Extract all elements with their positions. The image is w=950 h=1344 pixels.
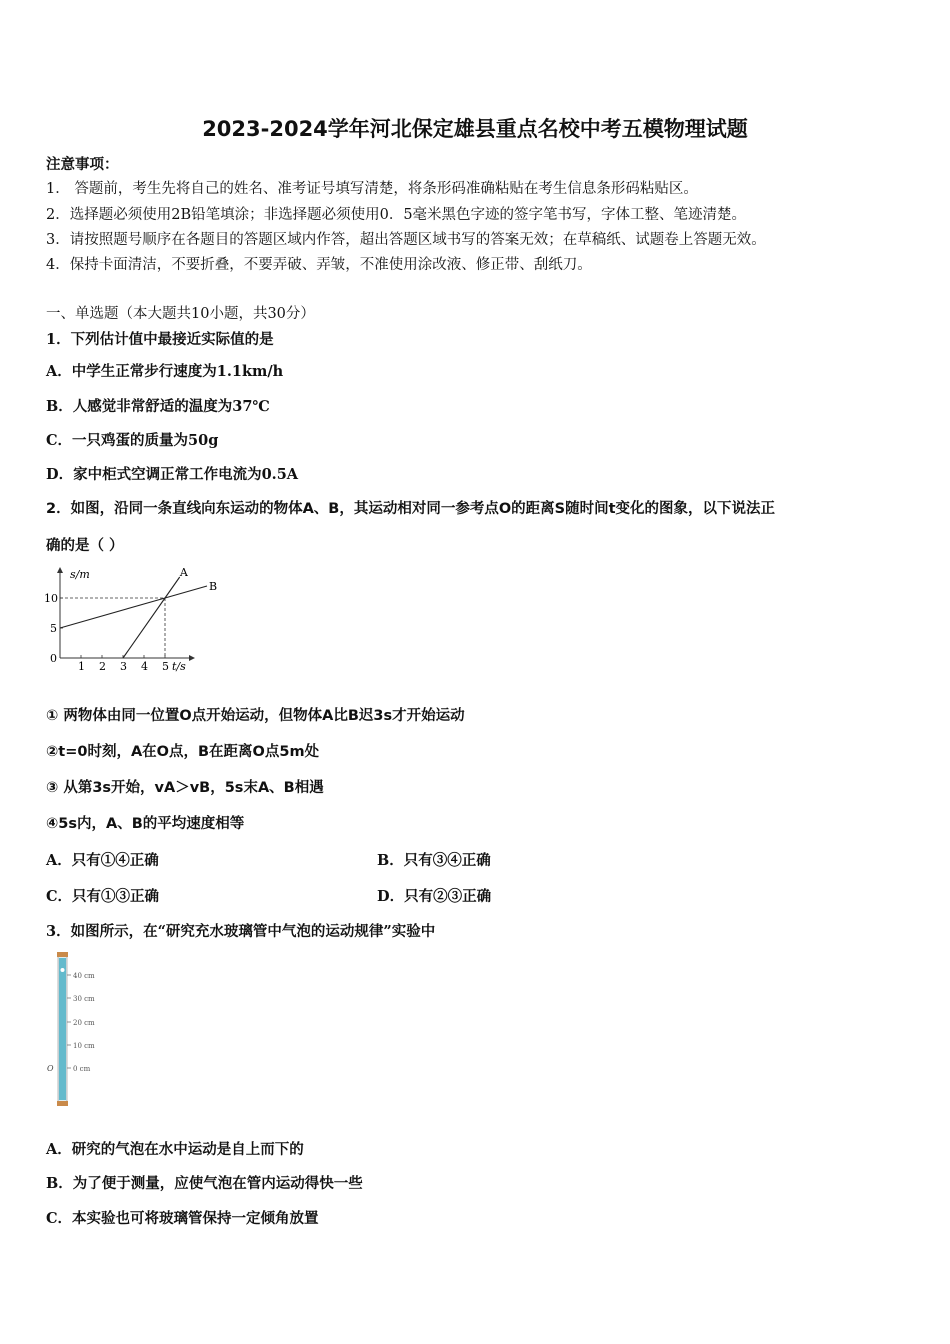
x-tick-label: 4 xyxy=(141,660,148,673)
q3-stem: 3．如图所示，在“研究充水玻璃管中气泡的运动规律”实验中 xyxy=(46,923,436,940)
x-axis-label: t/s xyxy=(172,660,186,673)
glass-tube-figure xyxy=(44,952,124,1112)
q2-statement-2: ②t=0时刻，A在O点，B在距离O点5m处 xyxy=(46,744,320,760)
q2-distance-time-chart xyxy=(44,562,234,677)
series-line-a xyxy=(123,577,180,658)
q2-statement-4: ④5s内，A、B的平均速度相等 xyxy=(46,816,245,832)
q1-option-c: C．一只鸡蛋的质量为50g xyxy=(46,432,219,449)
q2-option-b: B．只有③④正确 xyxy=(377,852,491,869)
tube-cap-bottom xyxy=(57,1101,68,1106)
tube-label-10: 10 cm xyxy=(73,1042,95,1050)
page-title: 2023-2024学年河北保定雄县重点名校中考五模物理试题 xyxy=(202,117,748,141)
x-tick-label: 2 xyxy=(99,660,106,673)
tube-label-20: 20 cm xyxy=(73,1019,95,1027)
series-line-b xyxy=(60,586,207,628)
notice-item: 3．请按照题号顺序在各题目的答题区域内作答，超出答题区域书写的答案无效；在草稿纸、试题卷上答题无效。 xyxy=(46,232,766,248)
q2-statement-3: ③ 从第3s开始，vA＞vB，5s末A、B相遇 xyxy=(46,780,324,796)
y-tick-label: 5 xyxy=(50,622,57,635)
bubble-icon xyxy=(61,968,65,972)
tube-label-40: 40 cm xyxy=(73,972,95,980)
y-tick-label: 10 xyxy=(44,592,58,605)
q1-option-b: B．人感觉非常舒适的温度为37℃ xyxy=(46,398,270,415)
series-label-a: A xyxy=(179,566,188,579)
q2-option-d: D．只有②③正确 xyxy=(377,888,492,905)
tube-label-30: 30 cm xyxy=(73,995,95,1003)
series-label-b: B xyxy=(209,580,218,593)
q3-option-c: C．本实验也可将玻璃管保持一定倾角放置 xyxy=(46,1210,319,1227)
tube-label-0: 0 cm xyxy=(73,1065,91,1073)
origin-label: O xyxy=(47,1064,54,1073)
notice-item: 4．保持卡面清洁，不要折叠，不要弄破、弄皱，不准使用涂改液、修正带、刮纸刀。 xyxy=(46,257,592,273)
q1-option-a: A．中学生正常步行速度为1.1km/h xyxy=(46,363,284,380)
notice-item: 2．选择题必须使用2B铅笔填涂；非选择题必须使用0．5毫米黑色字迹的签字笔书写，字体工整、笔迹清楚。 xyxy=(46,207,747,223)
y-tick-label: 0 xyxy=(50,652,57,665)
q1-stem: 1．下列估计值中最接近实际值的是 xyxy=(46,331,274,348)
q2-option-c: C．只有①③正确 xyxy=(46,888,160,905)
q2-stem-line1: 2．如图，沿同一条直线向东运动的物体A、B，其运动相对同一参考点O的距离S随时间t变化的图象，以下说法正 xyxy=(46,501,776,517)
q2-option-a: A．只有①④正确 xyxy=(46,852,159,869)
x-tick-label: 5 xyxy=(162,660,169,673)
q2-statement-1: ① 两物体由同一位置O点开始运动，但物体A比B迟3s才开始运动 xyxy=(46,708,465,724)
x-tick-label: 1 xyxy=(78,660,85,673)
q3-option-b: B．为了便于测量，应使气泡在管内运动得快一些 xyxy=(46,1175,363,1192)
q1-option-d: D．家中柜式空调正常工作电流为0.5A xyxy=(46,466,299,483)
q3-option-a: A．研究的气泡在水中运动是自上而下的 xyxy=(46,1141,304,1158)
tube-cap-top xyxy=(57,952,68,957)
y-axis-label: s/m xyxy=(70,568,90,581)
section-heading: 一、单选题（本大题共10小题，共30分） xyxy=(46,306,315,322)
notice-heading: 注意事项： xyxy=(46,156,119,173)
water-column xyxy=(59,958,66,1100)
notice-item: 1． 答题前，考生先将自己的姓名、准考证号填写清楚，将条形码准确粘贴在考生信息条形码粘贴区。 xyxy=(46,181,698,197)
q2-stem-line2: 确的是（ ） xyxy=(46,538,124,554)
x-tick-label: 3 xyxy=(120,660,127,673)
